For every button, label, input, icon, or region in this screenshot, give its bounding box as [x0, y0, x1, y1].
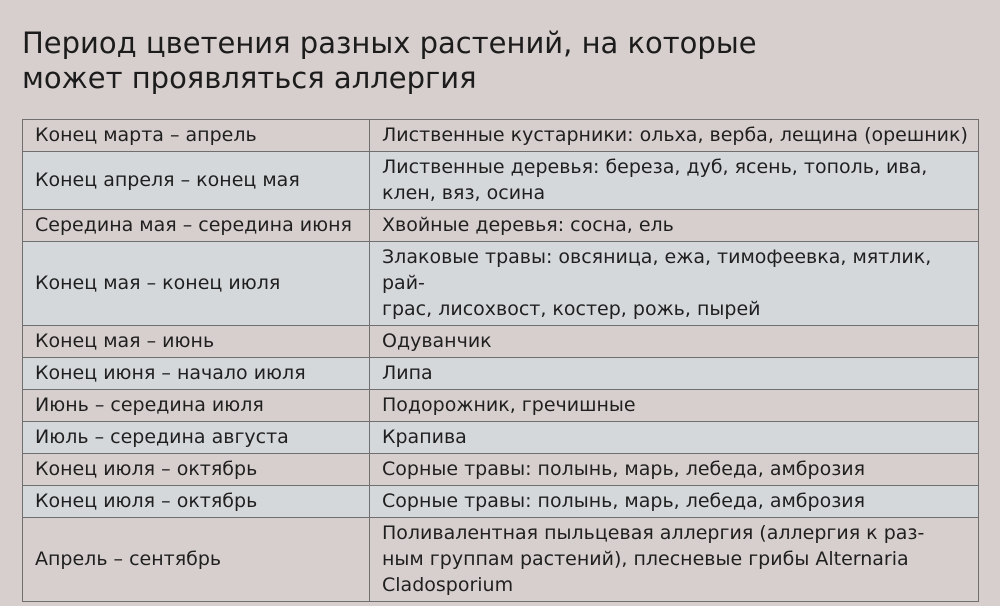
table-row — [23, 242, 979, 326]
table-row — [23, 422, 979, 454]
plants-line: Подорожник, гречишные — [382, 394, 636, 416]
title-line-1: Период цветения разных растений, на которые — [22, 26, 757, 60]
plants-line: Сорные травы: полынь, марь, лебеда, амброзия — [382, 490, 866, 512]
plants-cell — [370, 152, 979, 210]
plants-line: грас, лисохвост, костер, рожь, пырей — [382, 298, 761, 320]
period-cell: Конец июля – октябрь — [23, 454, 370, 486]
plants-line: Хвойные деревья: сосна, ель — [382, 214, 674, 236]
plants-cell — [370, 390, 979, 422]
table-row — [23, 326, 979, 358]
plants-cell — [370, 242, 979, 326]
period-cell: Июль – середина августа — [23, 422, 370, 454]
period-cell: Конец мая – июнь — [23, 326, 370, 358]
plants-line: Лиственные деревья: береза, дуб, ясень, тополь, ива, — [382, 156, 928, 178]
plants-line: клен, вяз, осина — [382, 182, 546, 204]
period-cell: Конец июня – начало июля — [23, 358, 370, 390]
period-cell: Конец марта – апрель — [23, 120, 370, 152]
plants-cell — [370, 422, 979, 454]
table-row — [23, 486, 979, 518]
plants-line: Поливалентная пыльцевая аллергия (аллергия к раз- — [382, 522, 925, 544]
plants-line: Крапива — [382, 426, 467, 448]
title-line-2: может проявляться аллергия — [22, 61, 477, 95]
table-row — [23, 390, 979, 422]
table-row — [23, 358, 979, 390]
table-row — [23, 210, 979, 242]
period-cell: Конец июля – октябрь — [23, 486, 370, 518]
plants-cell — [370, 358, 979, 390]
plants-cell — [370, 518, 979, 602]
plants-cell — [370, 326, 979, 358]
table-row — [23, 152, 979, 210]
table-row — [23, 120, 979, 152]
table-row — [23, 454, 979, 486]
period-cell: Середина мая – середина июня — [23, 210, 370, 242]
plants-line: Cladosporium — [382, 574, 514, 596]
period-cell: Конец апреля – конец мая — [23, 152, 370, 210]
plants-line: Сорные травы: полынь, марь, лебеда, амброзия — [382, 458, 866, 480]
pollen-calendar-table — [22, 119, 979, 602]
plants-line: ным группам растений), плесневые грибы Alternaria — [382, 548, 909, 570]
plants-line: Одуванчик — [382, 330, 492, 352]
page-title — [22, 26, 757, 96]
plants-cell — [370, 454, 979, 486]
period-cell: Конец мая – конец июля — [23, 242, 370, 326]
table-row — [23, 518, 979, 602]
plants-cell — [370, 486, 979, 518]
period-cell: Апрель – сентябрь — [23, 518, 370, 602]
period-cell: Июнь – середина июля — [23, 390, 370, 422]
plants-line: Злаковые травы: овсяница, ежа, тимофеевка, мятлик, рай- — [382, 246, 932, 294]
plants-cell — [370, 210, 979, 242]
plants-cell — [370, 120, 979, 152]
plants-line: Лиственные кустарники: ольха, верба, лещина (орешник) — [382, 124, 968, 146]
plants-line: Липа — [382, 362, 433, 384]
